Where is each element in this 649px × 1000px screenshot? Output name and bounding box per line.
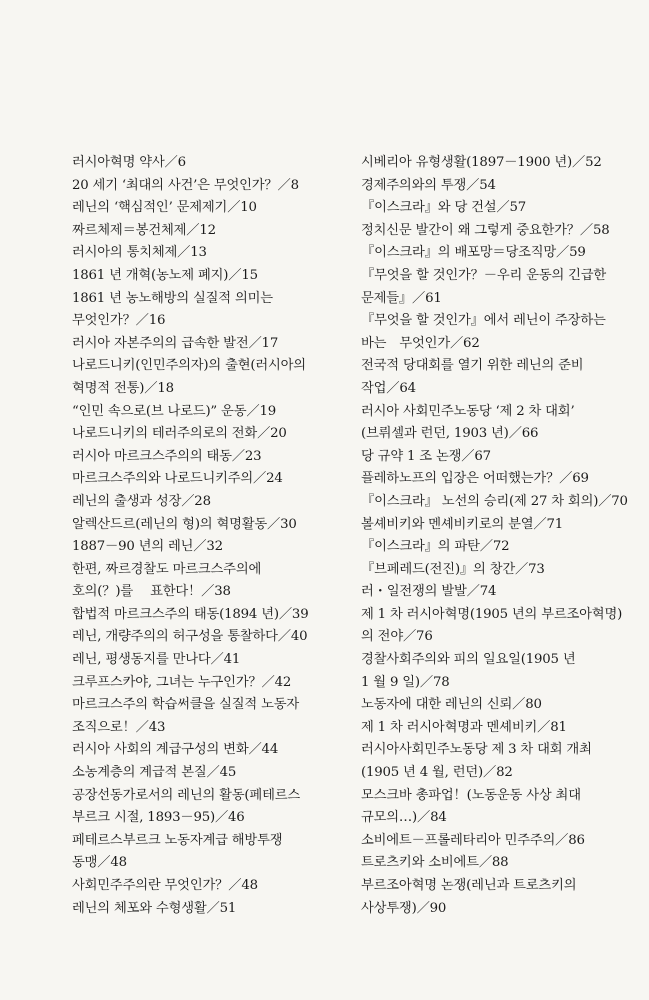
- toc-right-line-25: 노동자에 대한 레닌의 신뢰／80: [361, 697, 542, 713]
- toc-left-line-2: 20 세기 ‘최대의 사건’은 무엇인가？／8: [72, 177, 299, 193]
- toc-right-line-4: 정치신문 발간이 왜 그렇게 중요한가？／58: [361, 222, 610, 238]
- toc-left-line-23: 레닌, 평생동지를 만나다／41: [72, 652, 241, 668]
- toc-left-line-20: 호의(？)를 표한다！／38: [72, 584, 231, 600]
- toc-left-line-21: 합법적 마르크스주의 태동(1894 년)／39: [72, 606, 309, 622]
- toc-right-line-16: 『이스크라』 노선의 승리(제 27 차 회의)／70: [361, 493, 628, 509]
- toc-left-line-26: 조직으로！／43: [72, 719, 166, 735]
- toc-left-line-10: 나로드니키(인민주의자)의 출현(러시아의: [72, 358, 306, 374]
- toc-right-line-7: 문제들』／61: [361, 290, 442, 306]
- toc-right-line-18: 『이스크라』의 파탄／72: [361, 539, 510, 555]
- toc-left-line-12: “인민 속으로(브 나로드)” 운동／19: [72, 403, 276, 419]
- toc-left-column: [72, 152, 340, 920]
- toc-left-line-4: 짜르체제＝봉건체제／12: [72, 222, 216, 238]
- toc-left-line-32: 동맹／48: [72, 855, 127, 871]
- toc-right-line-6: 『무엇을 할 것인가？－우리 운동의 긴급한: [361, 267, 607, 283]
- toc-right-line-29: 모스크바 총파업！(노동운동 사상 최대: [361, 787, 581, 803]
- toc-right-line-32: 트로츠키와 소비에트／88: [361, 855, 509, 871]
- toc-left-line-29: 공장선동가로서의 레닌의 활동(페테르스: [72, 787, 301, 803]
- toc-right-line-1: 시베리아 유형생활(1897－1900 년)／52: [361, 155, 602, 170]
- toc-right-line-21: 제 1 차 러시아혁명(1905 년의 부르조아혁명): [361, 606, 623, 622]
- toc-right-line-26: 제 1 차 러시아혁명과 멘셰비키／81: [361, 719, 567, 735]
- toc-left-line-13: 나로드니키의 테러주의로의 전화／20: [72, 426, 287, 442]
- toc-right-line-28: (1905 년 4 월, 런던)／82: [361, 765, 513, 781]
- toc-left-line-8: 무엇인가？／16: [72, 313, 166, 329]
- toc-right-line-17: 볼셰비키와 멘셰비키로의 분열／71: [361, 516, 564, 532]
- toc-left-line-30: 부르크 시절, 1893－95)／46: [72, 810, 245, 826]
- toc-left-line-28: 소농계층의 계급적 본질／45: [72, 765, 237, 781]
- toc-right-line-24: 1 월 9 일)／78: [361, 674, 450, 690]
- toc-right-line-23: 경찰사회주의와 피의 일요일(1905 년: [361, 652, 576, 668]
- toc-right-line-12: 러시아 사회민주노동당 ‘제 2 차 대회’: [361, 403, 575, 419]
- toc-left-line-1: 러시아혁명 약사／6: [72, 155, 186, 170]
- toc-left-line-14: 러시아 마르크스주의의 태동／23: [72, 448, 262, 464]
- toc-right-line-8: 『무엇을 할 것인가』에서 레닌이 주장하는: [361, 313, 606, 329]
- toc-right-line-22: 의 전야／76: [361, 629, 433, 645]
- toc-right-column: [361, 152, 629, 920]
- toc-left-line-25: 마르크스주의 학습써클을 실질적 노동자: [72, 697, 300, 713]
- toc-left-line-17: 알렉산드르(레닌의 형)의 혁명활동／30: [72, 516, 297, 532]
- toc-right-line-20: 러・일전쟁의 발발／74: [361, 584, 497, 600]
- toc-right-line-19: 『브페레드(전진)』의 창간／73: [361, 561, 545, 577]
- toc-right-line-30: 규모의…)／84: [361, 810, 447, 826]
- toc-left-line-7: 1861 년 농노해방의 실질적 의미는: [72, 290, 273, 306]
- toc-right-line-5: 『이스크라』의 배포망＝당조직망／59: [361, 245, 586, 261]
- toc-right-line-27: 러시아사회민주노동당 제 3 차 대회 개최: [361, 742, 592, 758]
- toc-left-line-11: 혁명적 전통)／18: [72, 380, 174, 396]
- toc-right-line-15: 플레하노프의 입장은 어떠했는가？／69: [361, 471, 589, 487]
- toc-left-line-31: 페테르스부르크 노동자계급 해방투쟁: [72, 832, 283, 848]
- toc-left-line-3: 레닌의 ‘핵심적인’ 문제제기／10: [72, 200, 257, 216]
- toc-left-line-18: 1887－90 년의 레닌／32: [72, 539, 223, 555]
- toc-right-line-2: 경제주의와의 투쟁／54: [361, 177, 496, 193]
- toc-left-line-22: 레닌, 개량주의의 허구성을 통찰하다／40: [72, 629, 308, 645]
- toc-right-line-34: 사상투쟁)／90: [361, 900, 447, 916]
- toc-left-line-9: 러시아 자본주의의 급속한 발전／17: [72, 335, 279, 351]
- toc-left-line-24: 크루프스카야, 그녀는 누구인가？／42: [72, 674, 292, 690]
- toc-right-line-10: 전국적 당대회를 열기 위한 레닌의 준비: [361, 358, 584, 374]
- toc-right-line-13: (브뤼셀과 런던, 1903 년)／66: [361, 426, 539, 442]
- toc-right-line-14: 당 규약 1 조 논쟁／67: [361, 448, 491, 464]
- toc-right-line-9: 바는 무엇인가／62: [361, 335, 480, 351]
- toc-right-line-31: 소비에트－프롤레타리아 민주주의／86: [361, 832, 585, 848]
- toc-right-line-3: 『이스크라』와 당 건설／57: [361, 200, 527, 216]
- toc-left-line-27: 러시아 사회의 계급구성의 변화／44: [72, 742, 279, 758]
- toc-left-line-6: 1861 년 개혁(농노제 폐지)／15: [72, 267, 258, 283]
- toc-right-line-11: 작업／64: [361, 380, 416, 396]
- toc-left-line-34: 레닌의 체포와 수형생활／51: [72, 900, 237, 916]
- toc-left-line-15: 마르크스주의와 나로드니키주의／24: [72, 471, 283, 487]
- toc-left-line-16: 레닌의 출생과 성장／28: [72, 493, 211, 509]
- toc-left-line-19: 한편, 짜르경찰도 마르크스주의에: [72, 561, 262, 577]
- toc-left-line-5: 러시아의 통치체제／13: [72, 245, 207, 261]
- toc-left-line-33: 사회민주주의란 무엇인가？／48: [72, 878, 258, 893]
- toc-right-line-33: 부르조아혁명 논쟁(레닌과 트로츠키의: [361, 878, 577, 893]
